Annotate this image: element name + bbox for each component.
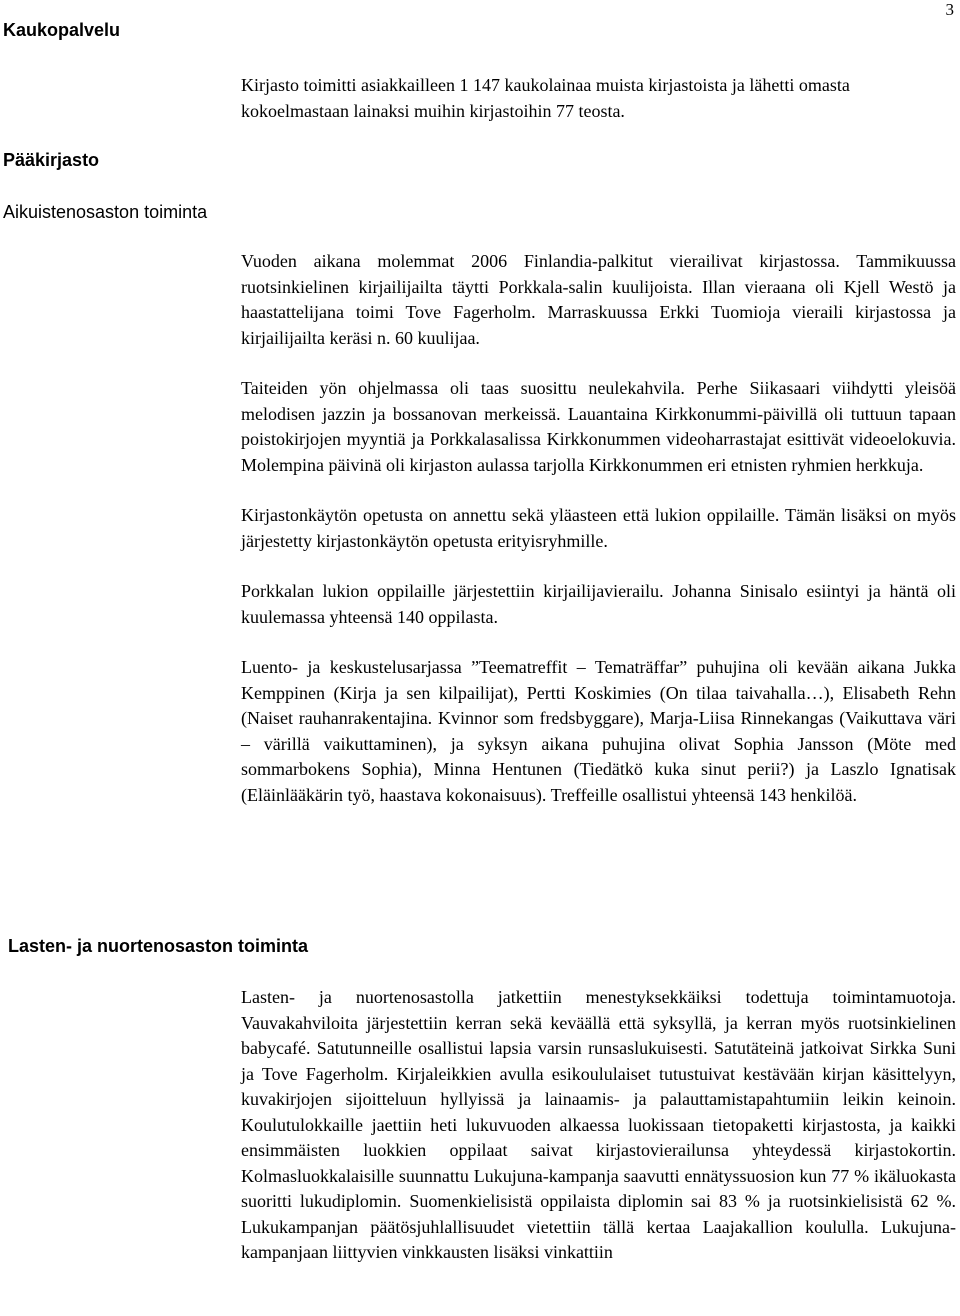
paragraph-lasten-1: Lasten- ja nuortenosastolla jatkettiin menestyksekkäiksi todettuja toimintamuotoja. Vauvakahviloita järjestettiin kerran sekä keväällä että syksyllä, ja kerran myös ruotsinkielinen babycafé. Satutunneille osallistui lapsia varsin runsaslukuisesti. Satutäteinä jatkoivat Sirkka Suni ja Tove Fagerholm. Kirjaleikkien avulla esikoululaiset tutustuivat kestävään kirjan käsittelyyn, kuvakirjojen sijoitteluun hyllyissä ja lainaamis- ja palauttamistapahtumiin leikin keinoin. Koulutulokkaille jaettiin heti lukuvuoden alkaessa luokissaan tietopaketti kirjastosta, ja kaikki ensimmäisten luokkien oppilaat saivat kirjastovierailunsa yhteydessä kirjastokortin. Kolmasluokkalaisille suunnattu Lukujuna-kampanja saavutti ennätyssuosion kun 77 % ikäluokasta suoritti lukudiplomin. Suomenkielisistä oppilaista diplomin sai 83 % ja ruotsinkielisistä 62 %. Lukukampanjan päätösjuhlallisuudet vietettiin tällä kertaa Laajakallion koululla. Lukujuna-kampanjaan liittyvien vinkkausten lisäksi vinkattiin: [241, 987, 956, 1262]
heading-paakirjasto: Pääkirjasto: [3, 150, 100, 170]
paragraph-aikuis-4: Porkkalan lukion oppilaille järjestettiin kirjailijavierailu. Johanna Sinisalo esiintyi ja häntä oli kuulemassa yhteensä 140 oppilasta.: [241, 581, 956, 627]
page-number: 3: [945, 0, 954, 19]
aikuistenosasto-body: [241, 249, 956, 808]
paragraph-aikuis-2: Taiteiden yön ohjelmassa oli taas suosittu neulekahvila. Perhe Siikasaari viihdytti yleisöä melodisen jazzin ja bossanovan merkeissä. Lauantaina Kirkkonummi-päivillä oli tuttuun tapaan poistokirjojen myyntiä ja Porkkalasalissa Kirkkonummen videoharrastajat esittivät videoelokuvia. Molempina päivinä oli kirjaston aulassa tarjolla Kirkkonummen eri etnisten ryhmien herkkuja.: [241, 378, 956, 475]
heading-lastenosasto: Lasten- ja nuortenosaston toiminta: [8, 936, 309, 956]
heading-kaukopalvelu: Kaukopalvelu: [3, 20, 121, 40]
paragraph-aikuis-3: Kirjastonkäytön opetusta on annettu sekä yläasteen että lukion oppilaille. Tämän lisäksi on myös järjestetty kirjastonkäytön opetusta erityisryhmille.: [241, 505, 956, 551]
paragraph-aikuis-1: Vuoden aikana molemmat 2006 Finlandia-palkitut vierailivat kirjastossa. Tammikuussa ruotsinkielinen kirjailijailta täytti Porkkala-salin kuulijoista. Illan vieraana oli Kjell Westö ja haastattelijana toimi Tove Fagerholm. Marraskuussa Erkki Tuomioja vieraili kirjastossa ja kirjailijailta keräsi n. 60 kuulijaa.: [241, 251, 956, 348]
heading-aikuistenosasto: Aikuistenosaston toiminta: [3, 202, 208, 222]
lastenosasto-body: [241, 985, 956, 1266]
paragraph-aikuis-5: Luento- ja keskustelusarjassa ”Teematreffit – Tematräffar” puhujina oli kevään aikana Jukka Kemppinen (Kirja ja sen kilpailijat), Pertti Koskimies (On tilaa taivahalla…), Elisabeth Rehn (Naiset rauhanrakentajina. Kvinnor som fredsbyggare), Marja-Liisa Rinnekangas (Vaikuttava väri – värillä vaikuttaminen), ja syksyn aikana puhujina olivat Sophia Jansson (Möte med sommarbokens Sophia), Minna Hentunen (Tiedätkö kuka sinut perii?) ja Laszlo Ignatisak (Eläinlääkärin työ, haastava kokonaisuus). Treffeille osallistui yhteensä 143 henkilöä.: [241, 657, 956, 805]
paragraph-kaukopalvelu: Kirjasto toimitti asiakkailleen 1 147 kaukolainaa muista kirjastoista ja lähetti omasta kokoelmastaan lainaksi muihin kirjastoihin 77 teosta.: [241, 75, 850, 121]
